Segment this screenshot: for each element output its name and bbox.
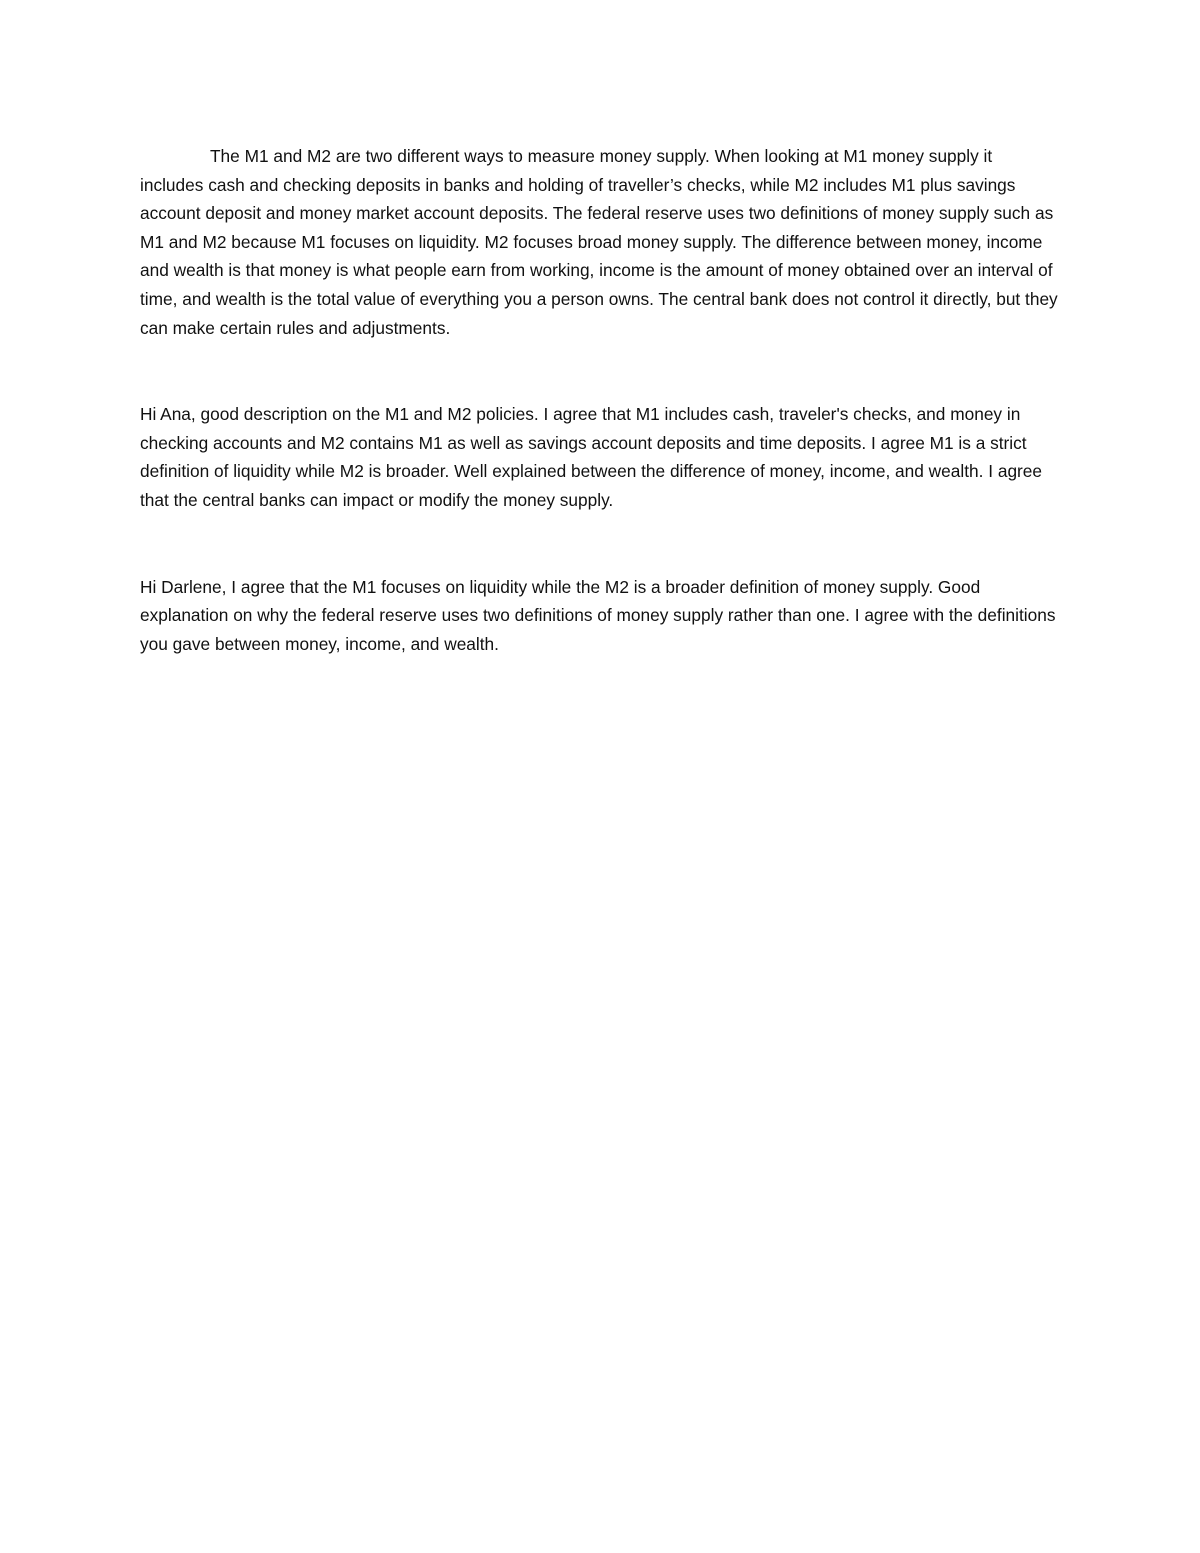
paragraph-spacer: [140, 515, 1060, 573]
paragraph-main-post: The M1 and M2 are two different ways to measure money supply. When looking at M1 money supply it includes cash and checking deposits in banks and holding of traveller’s checks, while M2 includes M1 plus savings account deposit and money market account deposits. The federal reserve uses two definitions of money supply such as M1 and M2 because M1 focuses on liquidity. M2 focuses broad money supply. The difference between money, income and wealth is that money is what people earn from working, income is the amount of money obtained over an interval of time, and wealth is the total value of everything you a person owns. The central bank does not control it directly, but they can make certain rules and adjustments.: [140, 146, 1058, 338]
document-body: [140, 142, 1060, 658]
paragraph-spacer: [140, 342, 1060, 400]
paragraph-reply-darlene: Hi Darlene, I agree that the M1 focuses on liquidity while the M2 is a broader definition of money supply. Good explanation on why the federal reserve uses two definitions of money supply rather than one. I agree with the definitions you gave between money, income, and wealth.: [140, 576, 1056, 654]
paragraph-reply-ana: Hi Ana, good description on the M1 and M2 policies. I agree that M1 includes cash, traveler's checks, and money in checking accounts and M2 contains M1 as well as savings account deposits and time deposits. I agree M1 is a strict definition of liquidity while M2 is broader. Well explained between the difference of money, income, and wealth. I agree that the central banks can impact or modify the money supply.: [140, 404, 1043, 510]
